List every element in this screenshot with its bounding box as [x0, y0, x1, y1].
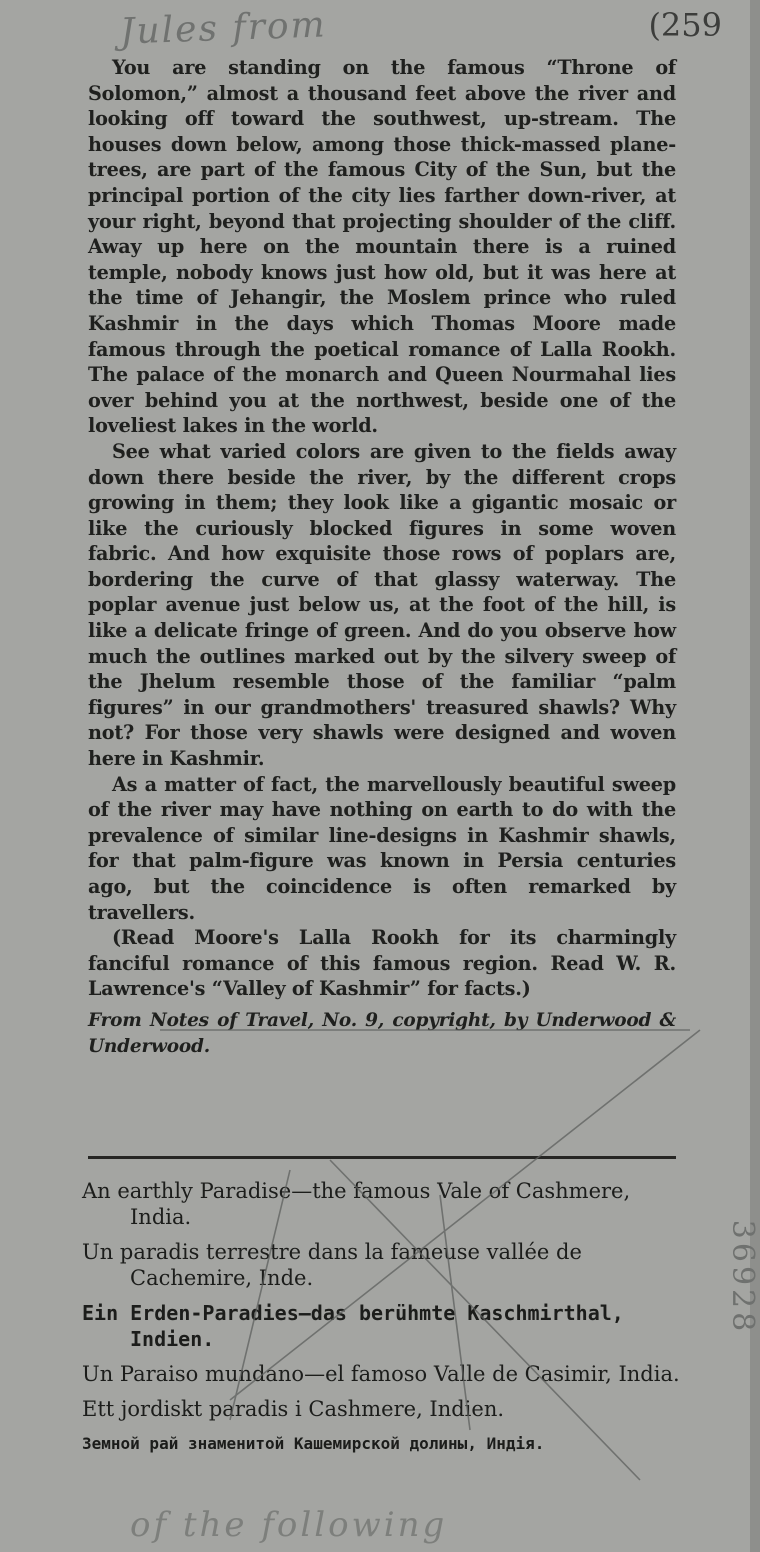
handwritten-note-top: Jules from [119, 4, 328, 53]
caption-spanish: Un Paraiso mundano—el famoso Valle de Casimir, India. [82, 1362, 680, 1386]
multilingual-captions [82, 1178, 682, 1466]
handwritten-number: ( 259 [648, 6, 722, 44]
paragraph-4: (Read Moore's Lalla Rookh for its charmingly fanciful romance of this famous region. Read W. R. Lawrence's “Valley of Kashmir” for facts.) [88, 926, 676, 1001]
paragraph-1: You are standing on the famous “Throne of Solomon,” almost a thousand feet above the river and looking off toward the southwest, up-stream. The houses down below, among those thick-massed plane-trees, are part of the famous City of the Sun, but the principal portion of the city lies farther down-river, at your right, beyond that projecting shoulder of the cliff. Away up here on the mountain there is a ruined temple, nobody knows just how old, but it was here at the time of Jehangir, the Moslem prince who ruled Kashmir in the days which Thomas Moore made famous through the poetical romance of Lalla Rookh. The palace of the monarch and Queen Nourmahal lies over behind you at the northwest, beside one of the loveliest lakes in the world. [88, 56, 676, 438]
paragraph-2: See what varied colors are given to the fields away down there beside the river, by the different crops growing in them; they look like a gigantic mosaic or like the curiously blocked figures in some woven fabric. And how exquisite those rows of poplars are, bordering the curve of that glassy waterway. The poplar avenue just below us, at the foot of the hill, is like a delicate fringe of green. And do you observe how much the outlines marked out by the silvery sweep of the Jhelum resemble those of the familiar “palm figures” in our grandmothers' treasured shawls? Why not? For those very shawls were designed and woven here in Kashmir. [88, 439, 676, 771]
paragraph-3: As a matter of fact, the marvellously beautiful sweep of the river may have nothing on earth to do with the prevalence of similar line-designs in Kashmir shawls, for that palm-figure was known in Persia centuries ago, but the coincidence is often remarked by travellers. [88, 772, 676, 924]
divider-rule [88, 1156, 676, 1159]
handwritten-note-bottom: of the following [130, 1505, 448, 1545]
description-text [88, 55, 676, 1059]
caption-swedish: Ett jordiskt paradis i Cashmere, Indien. [82, 1397, 505, 1421]
copyright-credit: From Notes of Travel, No. 9, copyright, by Underwood & Underwood. [88, 1009, 676, 1057]
caption-german: Ein Erden-Paradies—das berühmte Kaschmirthal, Indien. [82, 1301, 624, 1351]
caption-french: Un paradis terrestre dans la fameuse vallée de Cachemire, Inde. [82, 1240, 582, 1290]
caption-russian: Земной рай знаменитой Кашемирской долины, Индія. [82, 1434, 545, 1453]
handwritten-catalog-number: 36928 [724, 1219, 760, 1336]
caption-english: An earthly Paradise—the famous Vale of Cashmere, India. [82, 1179, 631, 1229]
